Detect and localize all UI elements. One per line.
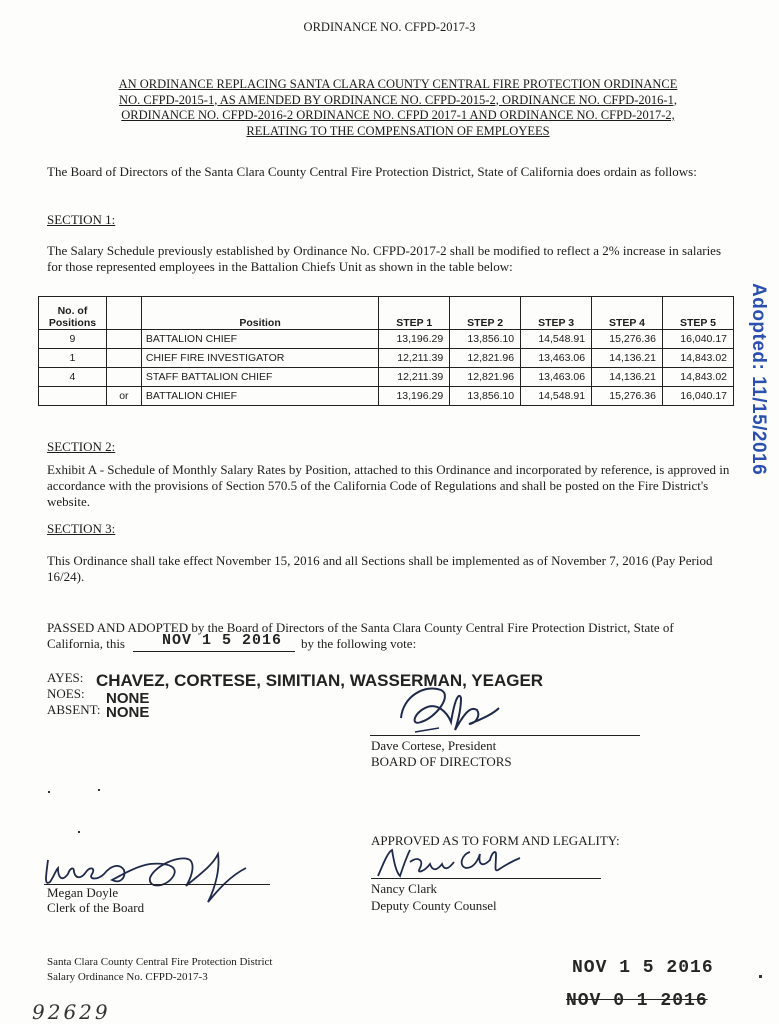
col-header-blank [106,297,141,330]
cell-step-2: 12,821.96 [450,349,521,368]
date-blank-line [133,651,295,652]
handwritten-number: 92629 [32,1000,111,1024]
cell-step-3: 14,548.91 [521,330,592,349]
passed-date-prefix: California, this [47,636,125,651]
counsel-title: Deputy County Counsel [371,898,497,913]
cell-or [106,349,141,368]
table-header-row [39,297,734,330]
section-3-heading: SECTION 3: [47,521,116,536]
cell-step-2: 13,856.10 [450,330,521,349]
col-header-position: Position [141,297,378,330]
cell-step-3: 13,463.06 [521,349,592,368]
cell-positions: 9 [39,330,107,349]
president-title: BOARD OF DIRECTORS [371,754,512,769]
col-header-step-1: STEP 1 [379,297,450,330]
cell-position: CHIEF FIRE INVESTIGATOR [141,349,378,368]
noes-label: NOES: [47,686,85,701]
ayes-names: CHAVEZ, CORTESE, SIMITIAN, WASSERMAN, YEAGER [96,671,544,690]
cell-step-4: 15,276.36 [592,330,663,349]
counsel-signature [374,842,524,882]
footer-district: Santa Clara County Central Fire Protection District [47,956,273,968]
col-header-step-2: STEP 2 [450,297,521,330]
footer-ordinance: Salary Ordinance No. CFPD-2017-3 [47,971,208,983]
received-date-stamp: NOV 1 5 2016 [572,958,714,978]
cell-positions: 4 [39,368,107,387]
intro-paragraph: The Board of Directors of the Santa Clara County Central Fire Protection District, State of California does ordain as follows: [47,164,697,179]
cell-step-4: 15,276.36 [592,387,663,406]
cell-step-1: 12,211.39 [379,368,450,387]
cell-step-3: 13,463.06 [521,368,592,387]
stray-mark [98,789,100,791]
col-header-step-5: STEP 5 [662,297,733,330]
cell-step-5: 16,040.17 [662,387,733,406]
cell-position: BATTALION CHIEF [141,387,378,406]
absent-value: NONE [106,704,150,721]
cell-or [106,368,141,387]
adoption-date-stamp: NOV 1 5 2016 [162,632,283,649]
cell-step-4: 14,136.21 [592,349,663,368]
president-signature [395,678,505,740]
col-header-positions: No. of Positions [39,297,107,330]
ordinance-number: ORDINANCE NO. CFPD-2017-3 [303,20,476,34]
stray-mark [78,831,80,833]
ordinance-title-line: ORDINANCE NO. CFPD-2016-2 ORDINANCE NO. CFPD 2017-1 AND ORDINANCE NO. CFPD-2017-2, [121,108,675,122]
ordinance-title [60,77,736,139]
cell-step-2: 13,856.10 [450,387,521,406]
table-row [39,387,734,406]
adopted-date-stamp: Adopted: 11/15/2016 [748,283,769,476]
cell-step-3: 14,548.91 [521,387,592,406]
table-row [39,349,734,368]
cell-step-4: 14,136.21 [592,368,663,387]
passed-adopted-line: PASSED AND ADOPTED by the Board of Directors of the Santa Clara County Central Fire Protection District, State of [47,620,674,635]
ayes-label: AYES: [47,670,84,685]
col-header-step-4: STEP 4 [592,297,663,330]
table-row [39,330,734,349]
cell-step-2: 12,821.96 [450,368,521,387]
cell-positions [39,387,107,406]
counsel-signature-line [371,878,601,879]
table-row [39,368,734,387]
section-2-heading: SECTION 2: [47,439,116,454]
president-name: Dave Cortese, President [371,738,497,753]
clerk-name: Megan Doyle [47,885,119,900]
cell-step-1: 12,211.39 [379,349,450,368]
salary-table [38,296,734,406]
cell-position: BATTALION CHIEF [141,330,378,349]
stray-mark [48,791,50,793]
section-1-heading: SECTION 1: [47,212,116,227]
counsel-name: Nancy Clark [371,881,438,896]
cell-or [106,330,141,349]
col-header-step-3: STEP 3 [521,297,592,330]
cell-step-5: 14,843.02 [662,368,733,387]
ordinance-title-line: NO. CFPD-2015-1, AS AMENDED BY ORDINANCE NO. CFPD-2015-2, ORDINANCE NO. CFPD-2016-1, [119,92,677,107]
cell-positions: 1 [39,349,107,368]
noes-value: NONE [106,690,150,707]
approved-heading: APPROVED AS TO FORM AND LEGALITY: [371,833,620,848]
cell-step-5: 14,843.02 [662,349,733,368]
section-1-text: The Salary Schedule previously established by Ordinance No. CFPD-2017-2 shall be modified to reflect a 2% increase in salaries for those represented employees in the Battalion Chiefs Unit as shown in the table below: [47,243,722,274]
section-2-text: Exhibit A - Schedule of Monthly Salary Rates by Position, attached to this Ordinance and incorporated by reference, is approved in accordance with the provisions of Section 570.5 of the California Code of Regulations and shall be posted on the Fire District's website. [47,462,730,509]
cell-or: or [106,387,141,406]
president-signature-line [370,735,640,736]
cell-step-1: 13,196.29 [379,387,450,406]
cell-step-1: 13,196.29 [379,330,450,349]
section-3-text: This Ordinance shall take effect November 15, 2016 and all Sections shall be implemented as of November 7, 2016 (Pay Period 16/24). [47,553,713,584]
passed-date-suffix: by the following vote: [301,636,417,651]
ordinance-title-line: RELATING TO THE COMPENSATION OF EMPLOYEES [246,123,550,138]
ordinance-title-line: AN ORDINANCE REPLACING SANTA CLARA COUNTY CENTRAL FIRE PROTECTION ORDINANCE [118,77,678,91]
clerk-title: Clerk of the Board [47,900,145,915]
absent-label: ABSENT: [47,702,101,717]
cell-position: STAFF BATTALION CHIEF [141,368,378,387]
struck-date-stamp: NOV 0 1 2016 [566,991,708,1011]
cell-step-5: 16,040.17 [662,330,733,349]
stray-mark [759,975,762,978]
